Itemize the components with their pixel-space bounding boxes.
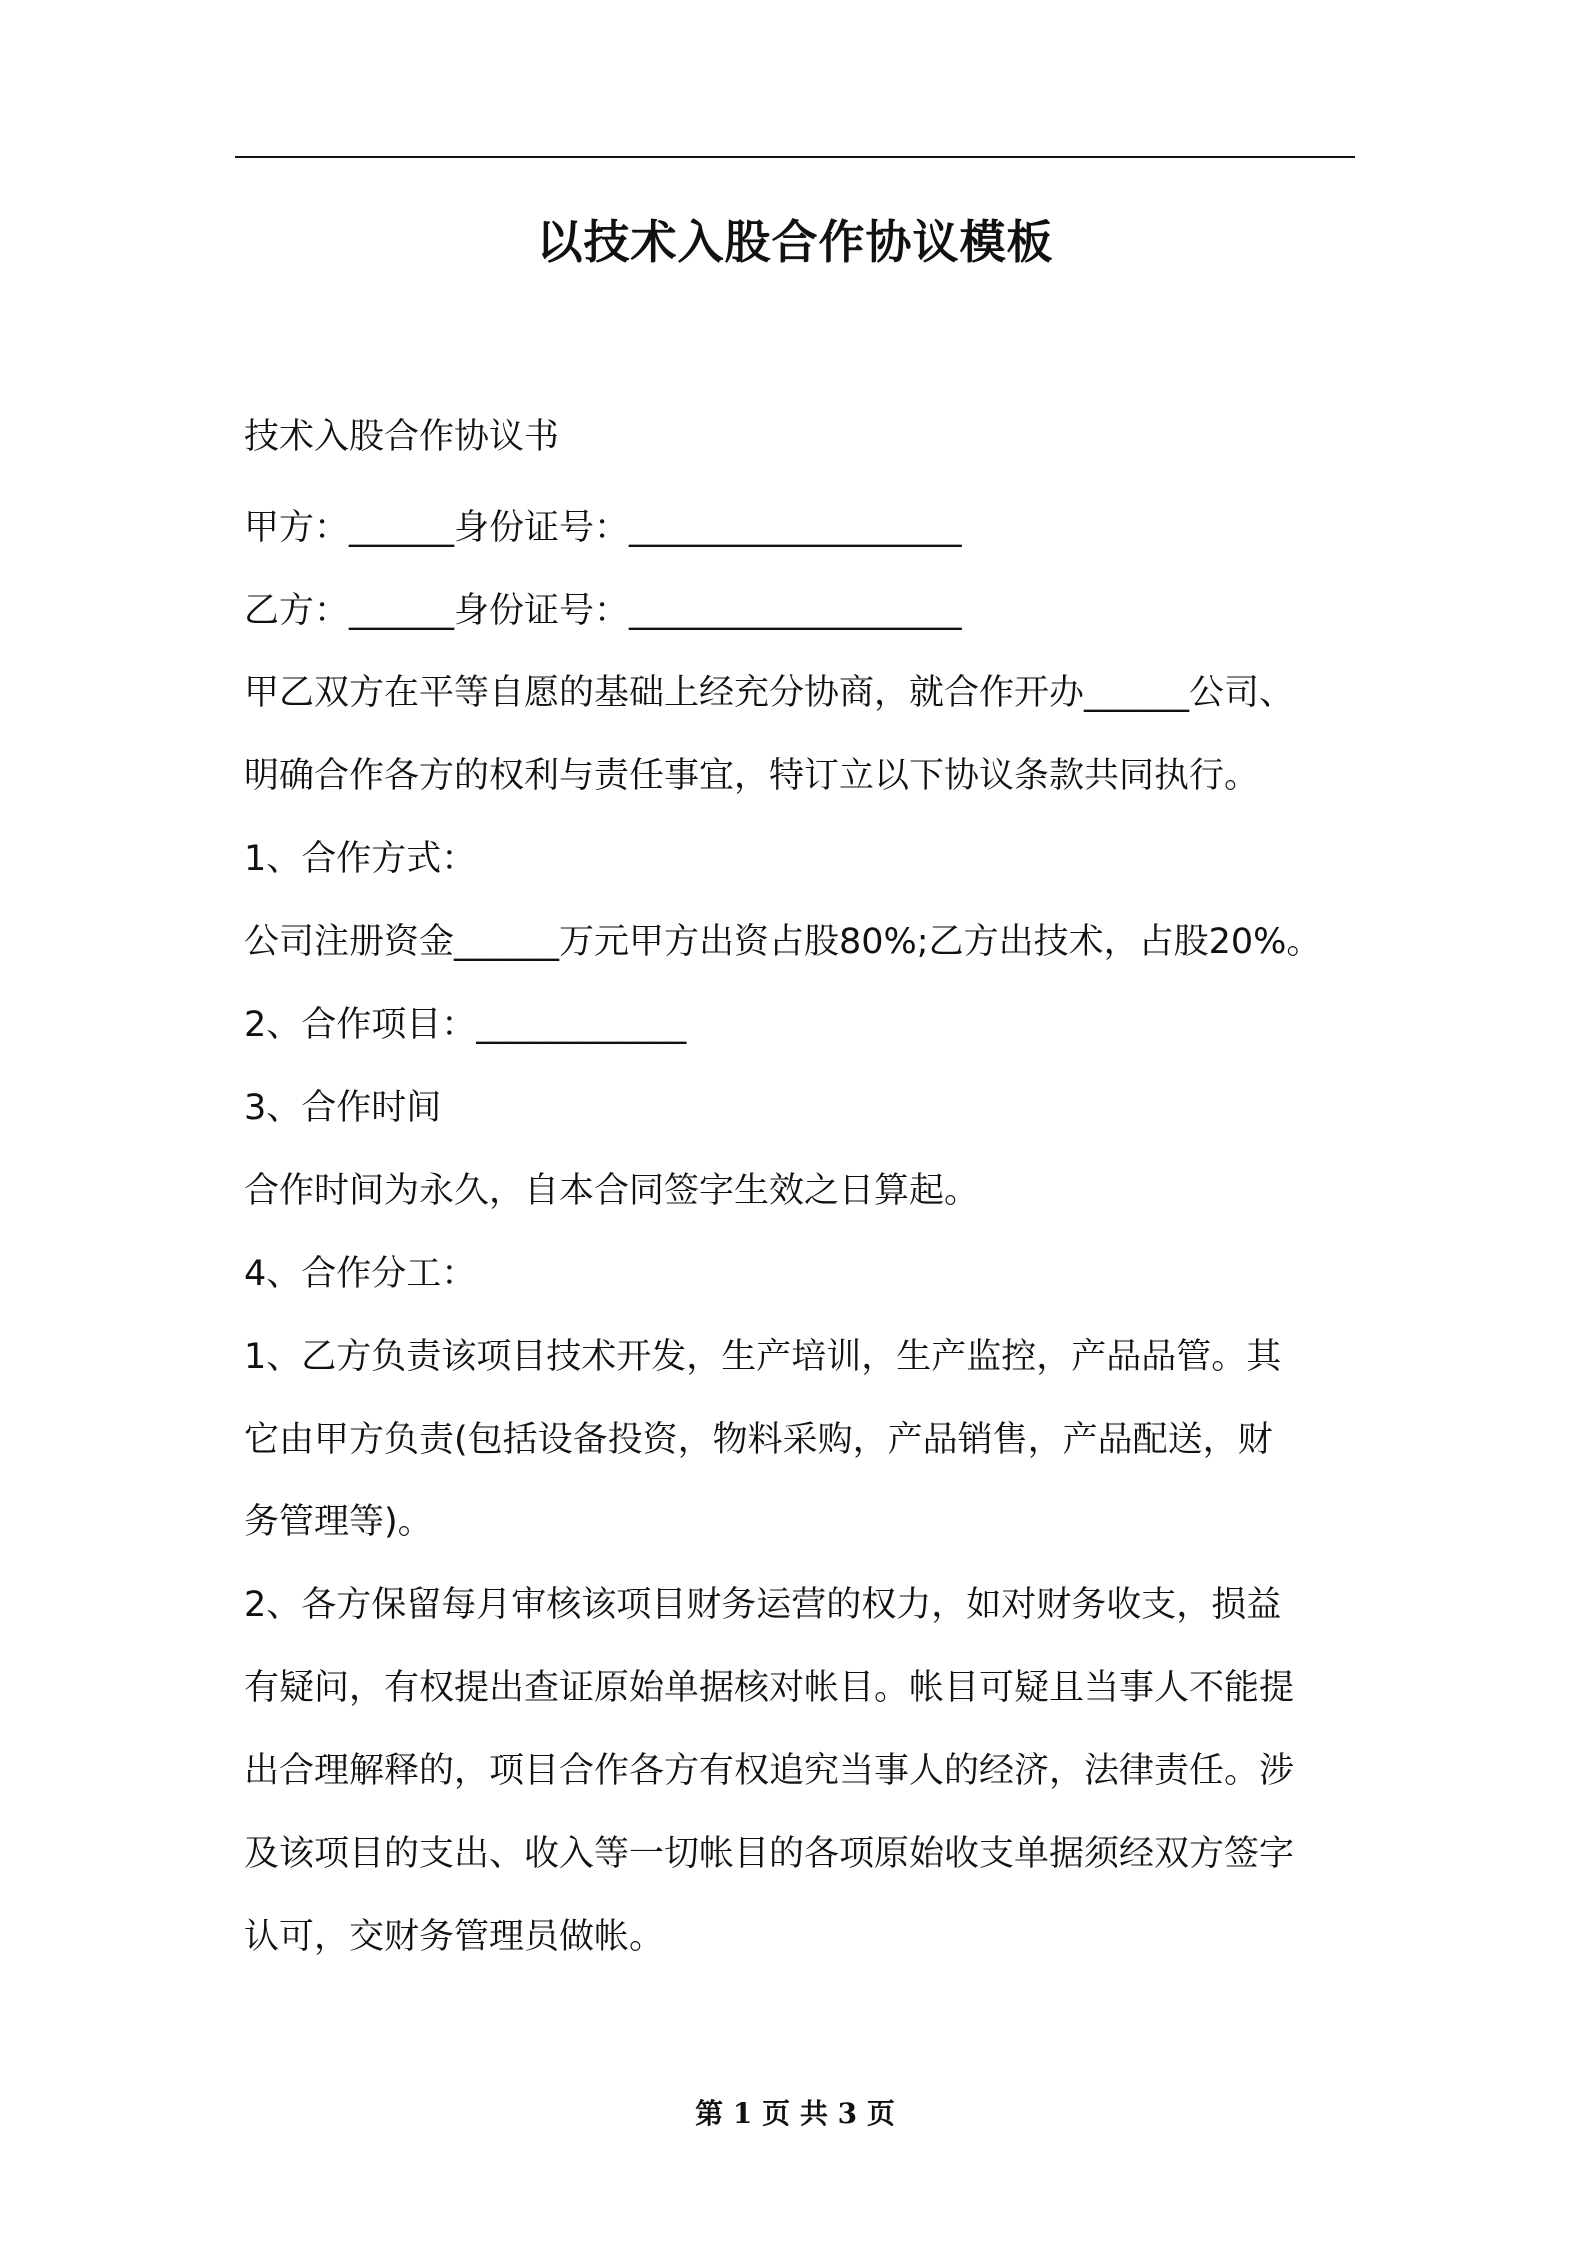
body-line: 公司注册资金______万元甲方出资占股80%;乙方出技术，占股20%。 [244, 922, 1322, 962]
party-b-line: 乙方：______身份证号：___________________ [244, 591, 962, 631]
body-line: 合作时间为永久，自本合同签字生效之日算起。 [244, 1171, 980, 1211]
section-heading: 4、合作分工： [244, 1254, 477, 1294]
body-line: 1、乙方负责该项目技术开发，生产培训，生产监控，产品品管。其 [244, 1337, 1282, 1377]
body-line: 认可，交财务管理员做帐。 [244, 1917, 665, 1957]
section-heading: 3、合作时间 [244, 1088, 442, 1128]
body-line: 甲乙双方在平等自愿的基础上经充分协商，就合作开办______公司、 [244, 673, 1295, 713]
body-line: 它由甲方负责(包括设备投资，物料采购，产品销售，产品配送，财 [244, 1420, 1273, 1460]
party-a-line: 甲方：______身份证号：___________________ [244, 508, 962, 548]
body-line: 明确合作各方的权利与责任事宜，特订立以下协议条款共同执行。 [244, 756, 1260, 796]
section-heading: 2、合作项目：____________ [244, 1005, 687, 1045]
body-line: 出合理解释的，项目合作各方有权追究当事人的经济，法律责任。涉 [244, 1751, 1295, 1791]
page-footer: 第 1 页 共 3 页 [695, 2097, 895, 2130]
document-title: 以技术入股合作协议模板 [536, 215, 1054, 269]
section-heading: 1、合作方式： [244, 839, 477, 879]
body-line: 有疑问，有权提出查证原始单据核对帐目。帐目可疑且当事人不能提 [244, 1668, 1295, 1708]
body-line: 务管理等)。 [244, 1502, 433, 1542]
header-rule [235, 156, 1355, 158]
body-line: 2、各方保留每月审核该项目财务运营的权力，如对财务收支，损益 [244, 1585, 1282, 1625]
subtitle: 技术入股合作协议书 [244, 417, 560, 457]
body-line: 及该项目的支出、收入等一切帐目的各项原始收支单据须经双方签字 [244, 1834, 1295, 1874]
